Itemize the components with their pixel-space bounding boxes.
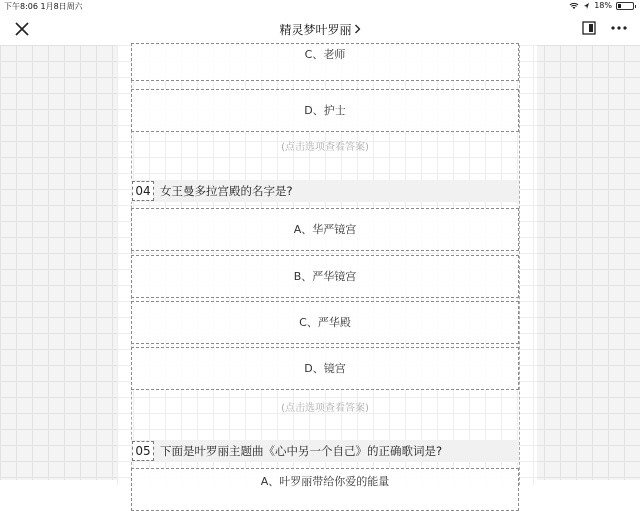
- status-time: 下午8:06 1月8日周六: [4, 2, 83, 11]
- option-label: B、严华镜宫: [293, 270, 357, 283]
- option-label: C、严华殿: [299, 316, 351, 329]
- answer-hint[interactable]: (点击选项查看答案): [281, 403, 369, 414]
- option-a[interactable]: [131, 208, 519, 251]
- status-bar: [0, 0, 640, 13]
- option-d[interactable]: [131, 89, 519, 132]
- window-icon[interactable]: [582, 21, 596, 35]
- location-icon: [583, 2, 590, 10]
- question-05: [131, 440, 519, 462]
- option-c[interactable]: [131, 43, 519, 81]
- question-text: 下面是叶罗丽主题曲《心中另一个自己》的正确歌词是?: [160, 444, 443, 458]
- option-label: A、叶罗丽带给你爱的能量: [260, 475, 390, 488]
- nav-bar: [0, 13, 640, 45]
- answer-hint[interactable]: (点击选项查看答案): [281, 142, 369, 153]
- wifi-icon: [569, 2, 579, 10]
- question-number: 04: [132, 181, 154, 201]
- option-label: D、镜宫: [304, 362, 346, 375]
- question-number: 05: [132, 441, 154, 461]
- option-label: A、华严镜宫: [293, 223, 357, 236]
- chevron-right-icon: [354, 24, 361, 34]
- page-content[interactable]: [0, 45, 640, 488]
- more-icon[interactable]: [610, 21, 628, 35]
- status-right: [569, 1, 634, 10]
- question-04: [131, 180, 519, 202]
- option-b[interactable]: [131, 255, 519, 298]
- battery-percent: 18%: [594, 1, 612, 10]
- option-label: C、老师: [304, 48, 346, 61]
- option-c[interactable]: [131, 301, 519, 344]
- option-a[interactable]: [131, 468, 519, 511]
- page-title[interactable]: 精灵梦叶罗丽: [0, 21, 640, 38]
- guide-line-right: [519, 45, 520, 485]
- quiz-sheet: [117, 45, 537, 488]
- option-d[interactable]: [131, 347, 519, 390]
- question-text: 女王曼多拉宫殿的名字是?: [160, 184, 293, 198]
- option-label: D、护士: [304, 104, 346, 117]
- battery-icon: [616, 2, 634, 10]
